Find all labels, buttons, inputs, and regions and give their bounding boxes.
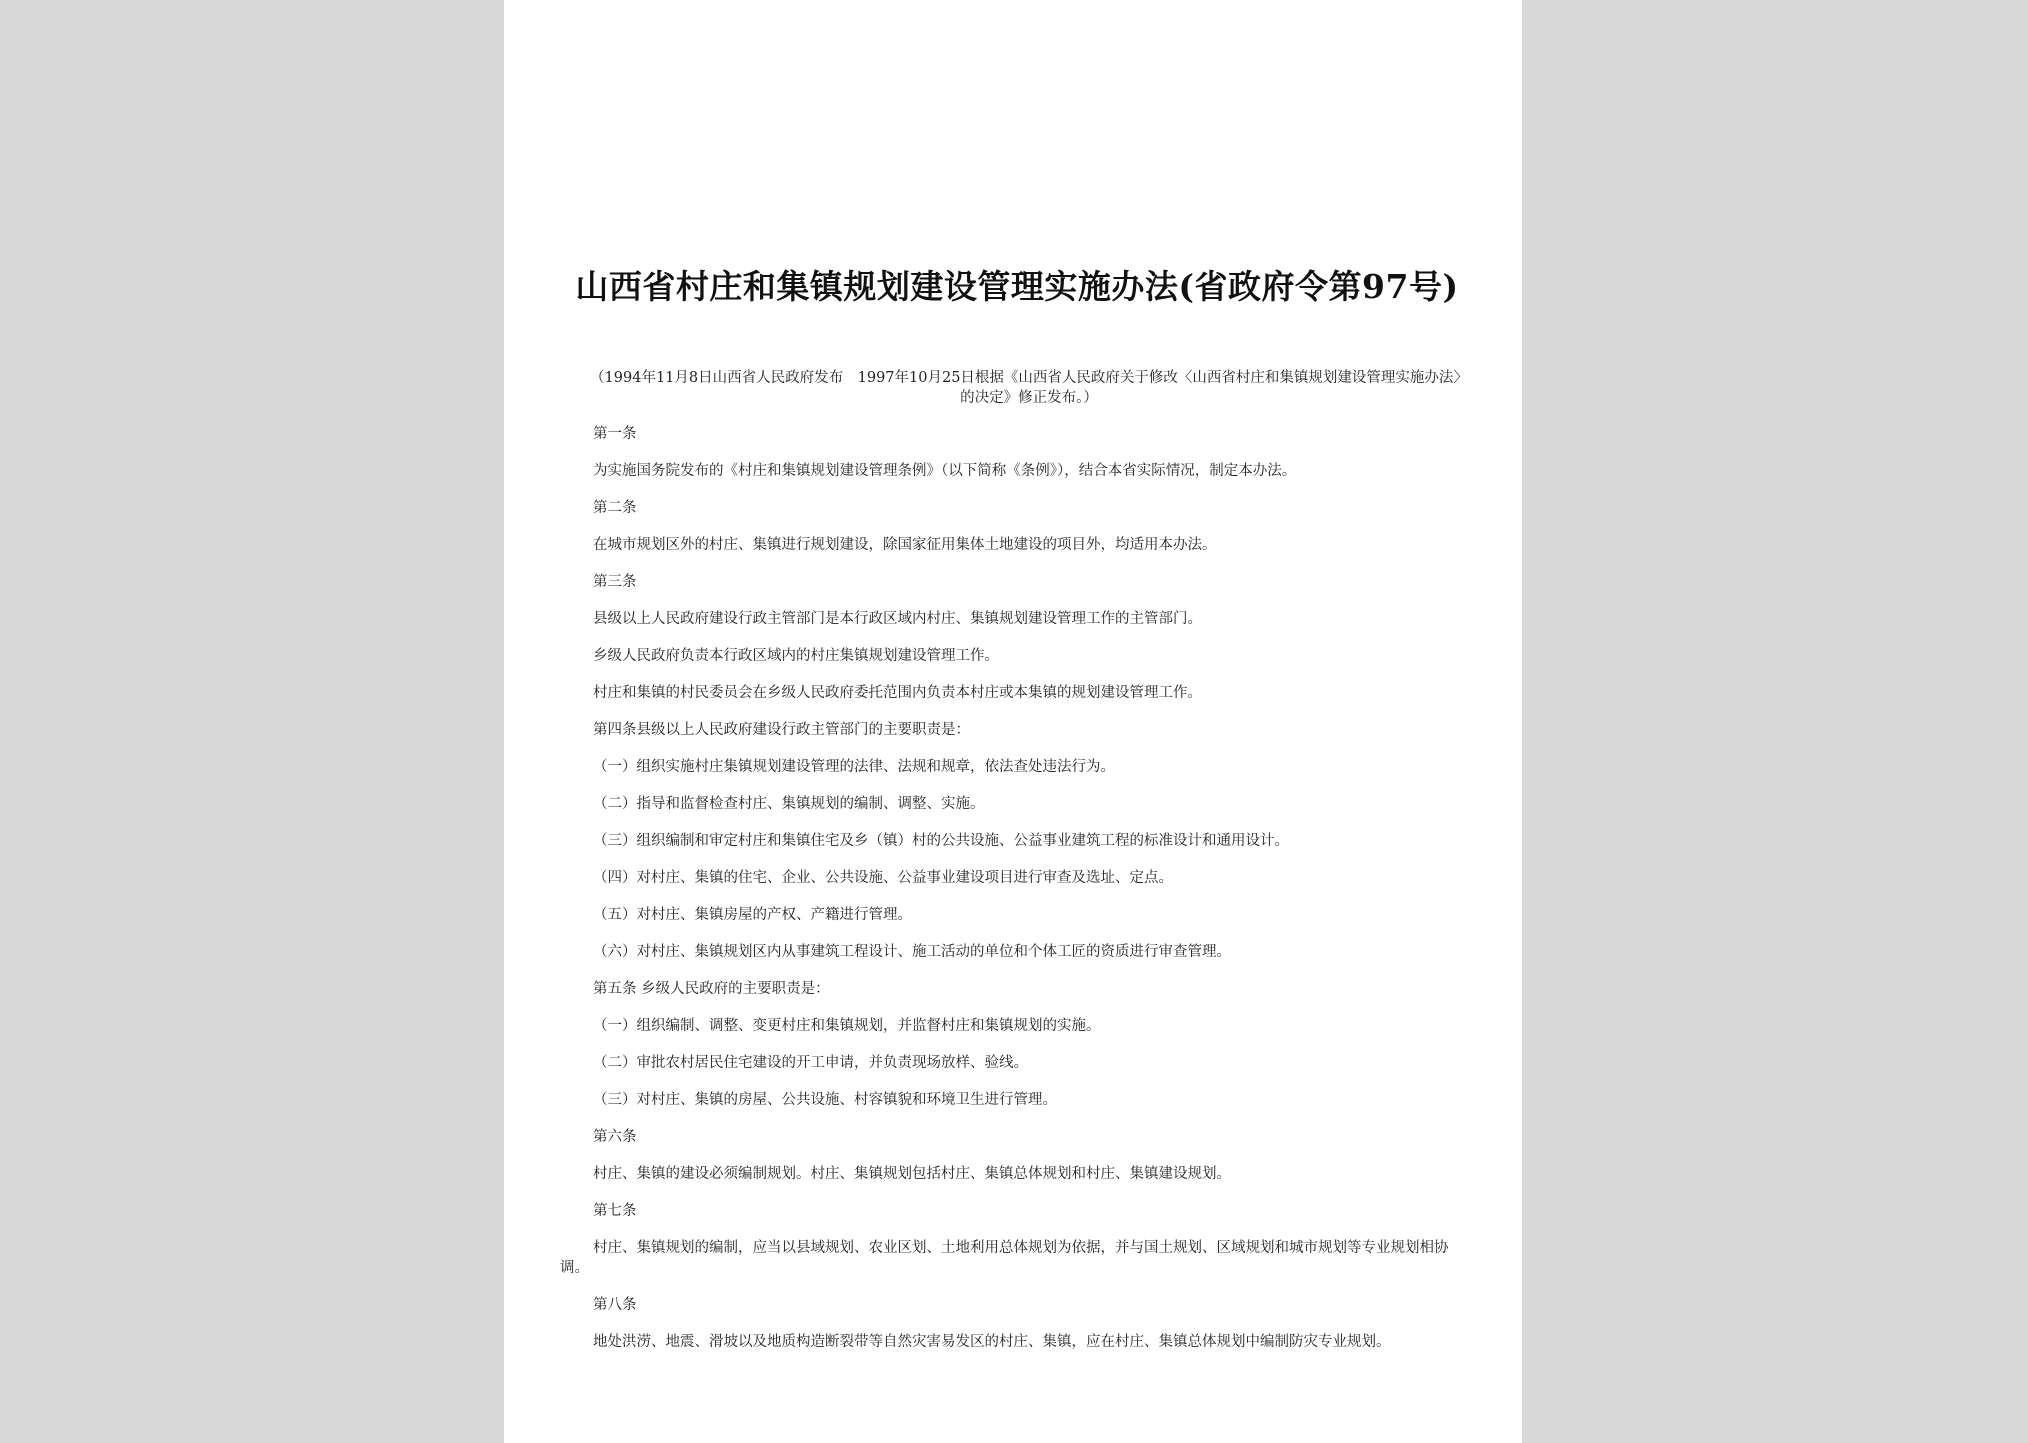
article-text: 地处洪涝、地震、滑坡以及地质构造断裂带等自然灾害易发区的村庄、集镇，应在村庄、集镇总体规划中编制防灾专业规划。 [593, 1334, 1391, 1350]
list-item: （六）对村庄、集镇规划区内从事建筑工程设计、施工活动的单位和个体工匠的资质进行审查管理。 [593, 944, 1231, 960]
article-text: 为实施国务院发布的《村庄和集镇规划建设管理条例》（以下简称《条例》），结合本省实际情况，制定本办法。 [593, 463, 1297, 479]
article-text: 县级以上人民政府建设行政主管部门是本行政区域内村庄、集镇规划建设管理工作的主管部门。 [593, 611, 1202, 627]
article-text: 村庄、集镇规划的编制，应当以县域规划、农业区划、土地利用总体规划为依据，并与国土规划、区域规划和城市规划等专业规划相协调。 [560, 1240, 1449, 1276]
article-heading: 第八条 [593, 1297, 637, 1313]
list-item: （二）审批农村居民住宅建设的开工申请，并负责现场放样、验线。 [593, 1055, 1028, 1071]
article-heading: 第三条 [593, 574, 637, 590]
article-heading: 第一条 [593, 426, 637, 442]
list-item: （三）对村庄、集镇的房屋、公共设施、村容镇貌和环境卫生进行管理。 [593, 1092, 1057, 1108]
list-item: （五）对村庄、集镇房屋的产权、产籍进行管理。 [593, 907, 912, 923]
list-item: （一）组织实施村庄集镇规划建设管理的法律、法规和规章，依法查处违法行为。 [593, 759, 1115, 775]
article-heading: 第四条县级以上人民政府建设行政主管部门的主要职责是： [593, 722, 970, 738]
document-body [560, 420, 1475, 1352]
list-item: （二）指导和监督检查村庄、集镇规划的编制、调整、实施。 [593, 796, 985, 812]
article-text: 村庄、集镇的建设必须编制规划。村庄、集镇规划包括村庄、集镇总体规划和村庄、集镇建设规划。 [593, 1166, 1231, 1182]
document-subtitle: （1994年11月8日山西省人民政府发布 1997年10月25日根据《山西省人民政府关于修改〈山西省村庄和集镇规划建设管理实施办法〉的决定》修正发布。） [590, 370, 1468, 406]
list-item: （四）对村庄、集镇的住宅、企业、公共设施、公益事业建设项目进行审查及选址、定点。 [593, 870, 1173, 886]
article-text: 村庄和集镇的村民委员会在乡级人民政府委托范围内负责本村庄或本集镇的规划建设管理工作。 [593, 685, 1202, 701]
article-text: 乡级人民政府负责本行政区域内的村庄集镇规划建设管理工作。 [593, 648, 999, 664]
article-heading: 第二条 [593, 500, 637, 516]
list-item: （一）组织编制、调整、变更村庄和集镇规划，并监督村庄和集镇规划的实施。 [593, 1018, 1101, 1034]
document-page [504, 0, 1522, 1443]
document-title: 山西省村庄和集镇规划建设管理实施办法(省政府令第97号) [575, 267, 1459, 306]
list-item: （三）组织编制和审定村庄和集镇住宅及乡（镇）村的公共设施、公益事业建筑工程的标准设计和通用设计。 [593, 833, 1289, 849]
article-heading: 第五条 乡级人民政府的主要职责是： [593, 981, 830, 997]
article-text: 在城市规划区外的村庄、集镇进行规划建设，除国家征用集体土地建设的项目外，均适用本办法。 [593, 537, 1217, 553]
article-heading: 第六条 [593, 1129, 637, 1145]
article-heading: 第七条 [593, 1203, 637, 1219]
